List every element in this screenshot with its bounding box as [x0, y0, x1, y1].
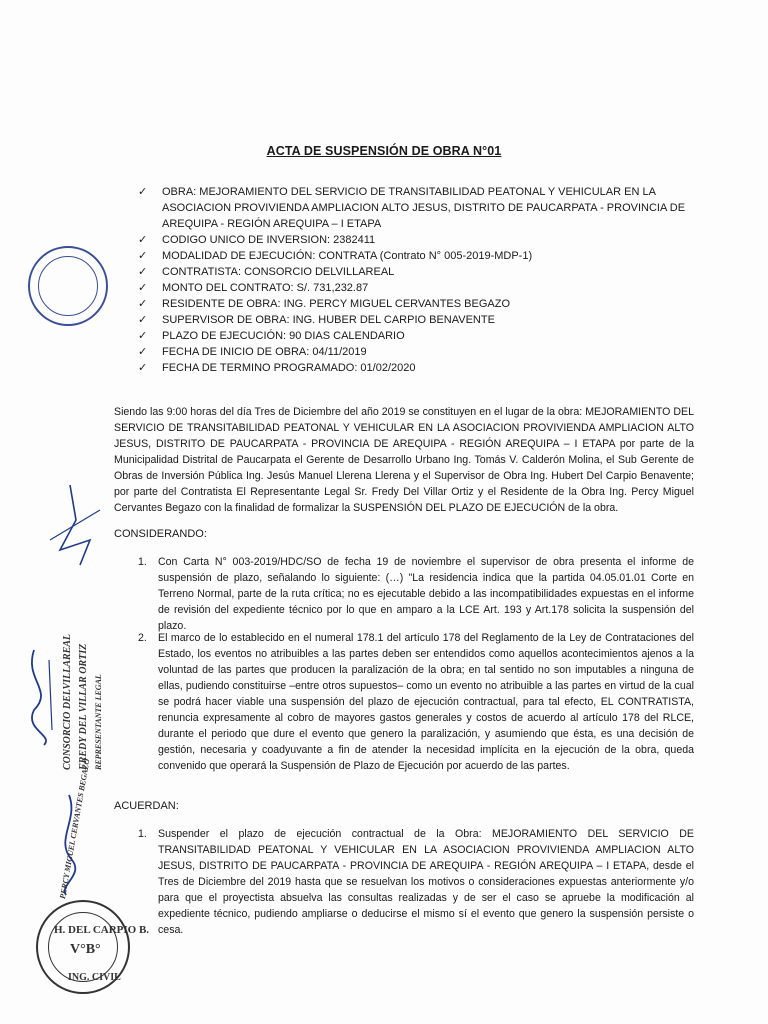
- acuerdan-item-1: 1. Suspender el plazo de ejecución contractual de la Obra: MEJORAMIENTO DEL SERVICIO DE TRANSITABILIDAD PEATONAL Y VEHICULAR EN LA ASOCIACION PROVIVIENDA AMPLIACION ALTO JESUS, DISTRITO DE PAUCARPATA - PROVINCIA DE AREQUIPA - REGIÓN AREQUIPA – I ETAPA, desde el Tres de Diciembre del 2019 hasta que se resuelvan los motivos o consideraciones expuestas anteriormente y/o para que el proyectista absuelva las consultas realizadas y de ser el caso se apruebe la modificación al expediente técnico, pudiendo ampliarse o deducirse el mismo sí el evento que genero la suspensión persiste o cesa.: [138, 828, 694, 936]
- checkmark-icon: ✓: [138, 282, 148, 294]
- checkmark-icon: ✓: [138, 250, 148, 262]
- signature-mark-1: [40, 480, 110, 570]
- check-item: ✓ CONTRATISTA: CONSORCIO DELVILLAREAL: [138, 266, 395, 278]
- check-item: ✓ RESIDENTE DE OBRA: ING. PERCY MIGUEL CERVANTES BEGAZO: [138, 298, 510, 310]
- acuerdan-heading: ACUERDAN:: [114, 800, 179, 812]
- check-item: ✓ CODIGO UNICO DE INVERSION: 2382411: [138, 234, 376, 246]
- stamp-consorcio-line2: FREDY DEL VILLAR ORTIZ: [78, 643, 89, 770]
- stamp-consorcio-line3: REPRESENTANTE LEGAL: [94, 674, 103, 770]
- stamp-residente: PERCY MIGUEL CERVANTES BEGAZO: [58, 758, 92, 900]
- checkmark-icon: ✓: [138, 298, 148, 310]
- check-item: ✓ OBRA: MEJORAMIENTO DEL SERVICIO DE TRANSITABILIDAD PEATONAL Y VEHICULAR EN LA ASOCIACION PROVIVIENDA AMPLIACION ALTO JESUS, DISTRITO DE PAUCARPATA - PROVINCIA DE AREQUIPA - REGIÓN AREQUIPA – I ETAPA: [138, 186, 686, 230]
- stamp-consorcio-line1: CONSORCIO DELVILLAREAL: [62, 633, 73, 770]
- considerando-heading: CONSIDERANDO:: [114, 528, 207, 540]
- considerando-item-1: 1. Con Carta N° 003-2019/HDC/SO de fecha 19 de noviembre el supervisor de obra presenta el informe de suspensión de plazo, señalando lo siguiente: (…) "La residencia indica que la partida 04.05.01.01 Corte en Terreno Normal, parte de la ruta crítica; no es ejecutable debido a las incompatibilidades expuestas en el informe de revisión del expediente técnico por lo que en amparo a la LCE Art. 193 y Art.178 solicita la suspensión del plazo.: [138, 556, 694, 632]
- checkmark-icon: ✓: [138, 266, 148, 278]
- check-item: ✓ FECHA DE INICIO DE OBRA: 04/11/2019: [138, 346, 367, 358]
- considerando-item-2: 2. El marco de lo establecido en el numeral 178.1 del artículo 178 del Reglamento de la Ley de Contrataciones del Estado, los eventos no atribuibles a las partes deben ser entendidos como aquellos acontecimientos ajenos a la voluntad de las partes que producen la paralización de la obra; en tal sentido no son imputables a ninguna de ellas, pudiendo constituirse –entre otros supuestos– como un evento no atribuible a las partes en virtud de la cual se podrá hacer viable una suspensión del plazo de ejecución contractual, para tal efecto, EL CONTRATISTA, renuncia expresamente al cobro de mayores gastos generales y costos de acuerdo al artículo 178 del RLCE, durante el periodo que dure el evento que genero la paralización, y asumiendo que ésta, es una decisión de gestión, necesaria y coadyuvante a fin de atender la necesidad implícita en la ejecución de la obra, queda convenido que operará la Suspensión de Plazo de Ejecución por acuerdo de las partes.: [138, 632, 694, 772]
- checkmark-icon: ✓: [138, 346, 148, 358]
- project-details-list: [138, 184, 708, 376]
- document-title: ACTA DE SUSPENSIÓN DE OBRA N°01: [266, 144, 502, 158]
- checkmark-icon: ✓: [138, 186, 148, 198]
- seal-top-text: H. DEL CARPIO B.: [54, 924, 150, 936]
- municipal-stamp: [28, 246, 108, 326]
- intro-paragraph: Siendo las 9:00 horas del día Tres de Diciembre del año 2019 se constituyen en el lugar de la obra: MEJORAMIENTO DEL SERVICIO DE TRANSITABILIDAD PEATONAL Y VEHICULAR EN LA ASOCIACION PROVIVIENDA AMPLIACION ALTO JESUS, DISTRITO DE PAUCARPATA - PROVINCIA DE AREQUIPA - REGIÓN AREQUIPA – I ETAPA por parte de la Municipalidad Distrital de Paucarpata el Gerente de Desarrollo Urbano Ing. Tomás V. Calderón Molina, el Sub Gerente de Obras de Inversión Pública Ing. Jesús Manuel Llerena Llerena y el Supervisor de Obra Ing. Hubert Del Carpio Benavente; por parte del Contratista El Representante Legal Sr. Fredy Del Villar Ortiz y el Residente de la Obra Ing. Percy Miguel Cervantes Begazo con la finalidad de formalizar la SUSPENSIÓN DEL PLAZO DE EJECUCIÓN de la obra.: [114, 406, 694, 514]
- seal-bottom-text: ING. CIVIL: [68, 972, 121, 983]
- check-item: ✓ PLAZO DE EJECUCIÓN: 90 DIAS CALENDARIO: [138, 330, 405, 342]
- check-item: ✓ SUPERVISOR DE OBRA: ING. HUBER DEL CARPIO BENAVENTE: [138, 314, 495, 326]
- check-item: ✓ MODALIDAD DE EJECUCIÓN: CONTRATA (Contrato N° 005-2019-MDP-1): [138, 250, 533, 262]
- checkmark-icon: ✓: [138, 314, 148, 326]
- check-item: ✓ FECHA DE TERMINO PROGRAMADO: 01/02/2020: [138, 362, 416, 374]
- seal-mid-text: V°B°: [70, 942, 101, 957]
- checkmark-icon: ✓: [138, 234, 148, 246]
- checkmark-icon: ✓: [138, 362, 148, 374]
- checkmark-icon: ✓: [138, 330, 148, 342]
- check-item: ✓ MONTO DEL CONTRATO: S/. 731,232.87: [138, 282, 369, 294]
